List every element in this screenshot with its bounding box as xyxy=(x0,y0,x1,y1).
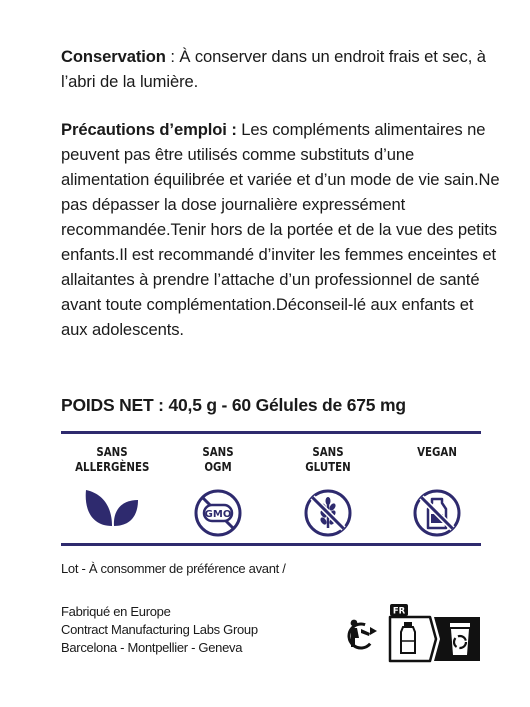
recycle-bin-icon xyxy=(434,617,480,661)
triman-icon xyxy=(344,619,378,653)
no-gluten-icon xyxy=(303,488,353,538)
conservation-separator: : xyxy=(165,47,180,66)
badge-allergen-free-label: SANS ALLERGÈNES xyxy=(75,444,150,474)
bottom-divider xyxy=(61,543,481,546)
vegan-no-milk-icon xyxy=(412,488,462,538)
no-gmo-icon-text: GMO xyxy=(204,509,232,520)
badge-gmo-free-label: SANS OGM xyxy=(202,444,234,474)
precautions-text: Les compléments alimentaires ne peuvent pas être utilisés comme substituts d’une alimentation équilibrée et variée et d’un mode de vie sain.Ne pas dépasser la dose journalière expressément recommandée.Tenir hors de la portée et de la vue des petits enfants.Il est recommandé d’inviter les femmes enceintes et allaitantes à prendre l’attache d’un professionnel de santé avant toute complémentation.Déconseil-lé aux enfants et aux adolescents. xyxy=(61,120,500,339)
manufacturer-block xyxy=(61,603,258,657)
badge-gmo-free xyxy=(173,444,263,538)
manufacturer-line: Contract Manufacturing Labs Group xyxy=(61,622,258,637)
leaves-icon xyxy=(80,488,144,532)
manufacturer-line: Barcelona - Montpellier - Geneva xyxy=(61,640,243,655)
manufacturer-line: Fabriqué en Europe xyxy=(61,604,171,619)
bottle-sort-panel xyxy=(390,604,436,661)
badge-gluten-free-label: SANS GLUTEN xyxy=(305,444,351,474)
no-gmo-icon xyxy=(193,488,243,538)
badge-vegan-label: VEGAN xyxy=(417,444,457,459)
badge-vegan xyxy=(392,444,482,538)
conservation-paragraph xyxy=(61,44,501,94)
recycling-info xyxy=(340,601,482,663)
bottle-icon xyxy=(401,622,415,653)
net-weight-value: 40,5 g - 60 Gélules de 675 mg xyxy=(168,395,406,415)
net-weight xyxy=(61,393,406,417)
precautions-label: Précautions d’emploi : xyxy=(61,120,237,139)
precautions-paragraph xyxy=(61,117,501,342)
lot-text: Lot - À consommer de préférence avant / xyxy=(61,561,286,576)
top-divider xyxy=(61,431,481,434)
badge-allergen-free xyxy=(67,444,157,532)
badge-gluten-free xyxy=(283,444,373,538)
net-weight-label: POIDS NET : xyxy=(61,395,169,415)
country-code: FR xyxy=(392,606,406,617)
conservation-text: À conserver dans un endroit frais et sec, à l’abri de la lumière. xyxy=(61,47,486,91)
conservation-label: Conservation xyxy=(61,47,166,66)
